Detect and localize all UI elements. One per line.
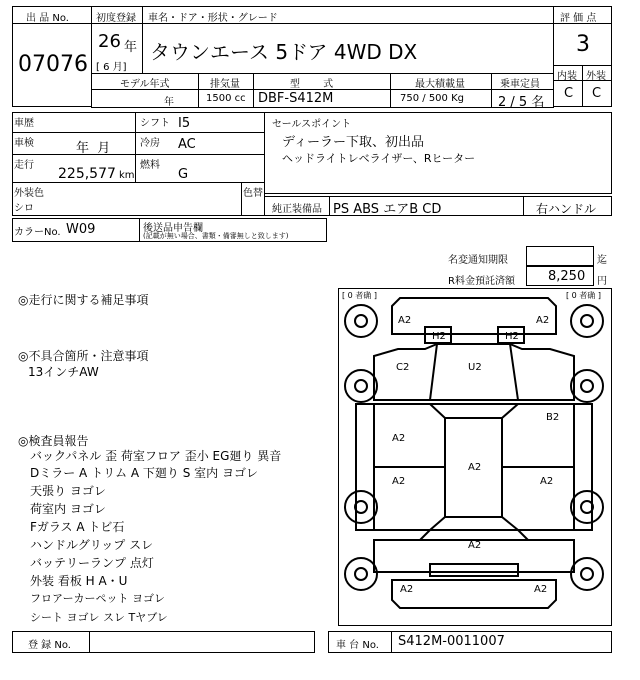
defects-title: ◎不具合箇所・注意事項	[18, 349, 149, 363]
history-label: 車歴	[14, 118, 34, 129]
ac: AC	[178, 137, 196, 152]
sales-point-label: セールスポイント	[272, 119, 352, 130]
chassis-label: 車 台 No.	[336, 640, 379, 651]
first-reg-year: 26	[98, 31, 121, 52]
report-line: ハンドルグリップ スレ	[30, 538, 154, 552]
report-line: 外装 看板 H A・U	[30, 574, 128, 588]
ext-color-label: 外装色	[14, 188, 44, 199]
docs-note: (記載が無い場合、書類・備審無しと致します)	[143, 232, 289, 240]
eval-label: 評 価 点	[560, 13, 597, 24]
load-label: 最大積載量	[415, 79, 465, 90]
color-no-label: カラーNo.	[14, 227, 61, 238]
damage-mark: H2	[505, 331, 519, 342]
report-line: 荷室内 ヨゴレ	[30, 502, 106, 516]
report-line: シート ヨゴレ スレ Tヤブレ	[30, 611, 168, 624]
mileage-unit: km	[119, 170, 135, 181]
chassis: S412M-0011007	[398, 634, 505, 649]
car-name: タウンエース 5ドア 4WD DX	[150, 40, 418, 64]
eval-score: 3	[576, 32, 590, 57]
mileage-label: 走行	[14, 160, 34, 171]
first-reg-label: 初度登録	[96, 13, 136, 24]
capacity: 2 / 5 名	[498, 95, 545, 110]
registration-cell	[89, 631, 315, 653]
displacement: 1500 cc	[206, 93, 246, 104]
sales-point-2: ヘッドライトレベライザー、Rヒーター	[282, 152, 476, 165]
shift-label: シフト	[140, 118, 170, 129]
fuel: G	[178, 167, 189, 182]
diagram-corner-tr: [ 0 者确 ]	[566, 291, 601, 300]
interior-grade: C	[564, 86, 574, 101]
driving-notes-title: ◎走行に関する補足事項	[18, 293, 149, 307]
inspector-title: ◎検査員報告	[18, 434, 89, 448]
displacement-label: 排気量	[210, 79, 240, 90]
report-line: フロアーカーペット ヨゴレ	[30, 592, 165, 605]
report-line: Fガラス A トビ石	[30, 520, 125, 534]
shift: I5	[178, 116, 191, 131]
first-reg-month: [ 6 月]	[96, 62, 127, 73]
sales-point-1: ディーラー下取、初出品	[282, 135, 424, 150]
equipment: PS ABS エアB CD	[333, 202, 442, 217]
damage-mark: A2	[534, 584, 548, 595]
name-change-unit: 迄	[597, 255, 607, 266]
ac-label: 冷房	[140, 138, 160, 149]
damage-mark: B2	[546, 412, 560, 423]
recycle-label: R料金預託済額	[448, 276, 515, 287]
damage-mark: A2	[398, 315, 412, 326]
capacity-label: 乗車定員	[500, 79, 540, 90]
exterior-grade: C	[592, 86, 602, 101]
report-line: バッテリーランプ 点灯	[30, 556, 154, 570]
damage-mark: A2	[536, 315, 550, 326]
interior-label: 内装	[557, 71, 577, 82]
mileage: 225,577	[58, 166, 116, 182]
exterior-label: 外装	[586, 71, 606, 82]
model-year-label: モデル年式	[120, 79, 170, 90]
fuel-label: 燃料	[140, 160, 160, 171]
type: DBF-S412M	[258, 91, 334, 106]
handle: 右ハンドル	[536, 202, 597, 216]
damage-mark: A2	[540, 476, 554, 487]
car-label: 車名・ドア・形状・グレード	[148, 13, 278, 24]
report-line: バックパネル 歪 荷室フロア 歪小 EG廻り 異音	[30, 449, 282, 463]
report-line: 天張り ヨゴレ	[30, 484, 106, 498]
damage-mark: A2	[392, 476, 406, 487]
lot-label: 出 品 No.	[26, 13, 69, 24]
load: 750 / 500 Kg	[400, 93, 464, 104]
damage-mark: U2	[468, 362, 482, 373]
diagram-corner-tl: [ 0 者确 ]	[342, 291, 377, 300]
color-no: W09	[66, 222, 96, 237]
defects-1: 13インチAW	[28, 365, 99, 379]
docs-label: 後送品申告欄	[143, 223, 203, 234]
damage-mark: C2	[396, 362, 410, 373]
damage-mark: A2	[392, 433, 406, 444]
equipment-label: 純正装備品	[272, 204, 322, 215]
damage-mark: A2	[468, 462, 482, 473]
damage-mark: A2	[468, 540, 482, 551]
model-year-unit: 年	[164, 97, 174, 108]
inspection: 年 月	[76, 141, 111, 156]
registration-label: 登 録 No.	[28, 640, 71, 651]
type-label: 型 式	[290, 79, 334, 90]
name-change-label: 名変通知期限	[448, 255, 508, 266]
inspection-label: 車検	[14, 138, 34, 149]
recycle-value: 8,250	[548, 269, 586, 284]
color-change-label: 色替	[243, 188, 263, 199]
damage-mark: A2	[400, 584, 414, 595]
report-line: Dミラー A トリム A 下廻り S 室内 ヨゴレ	[30, 466, 258, 480]
lot-number: 07076	[18, 52, 88, 77]
first-reg-year-unit: 年	[124, 40, 138, 55]
damage-mark: H2	[432, 331, 446, 342]
recycle-unit: 円	[597, 276, 607, 287]
ext-color: シロ	[14, 203, 34, 214]
